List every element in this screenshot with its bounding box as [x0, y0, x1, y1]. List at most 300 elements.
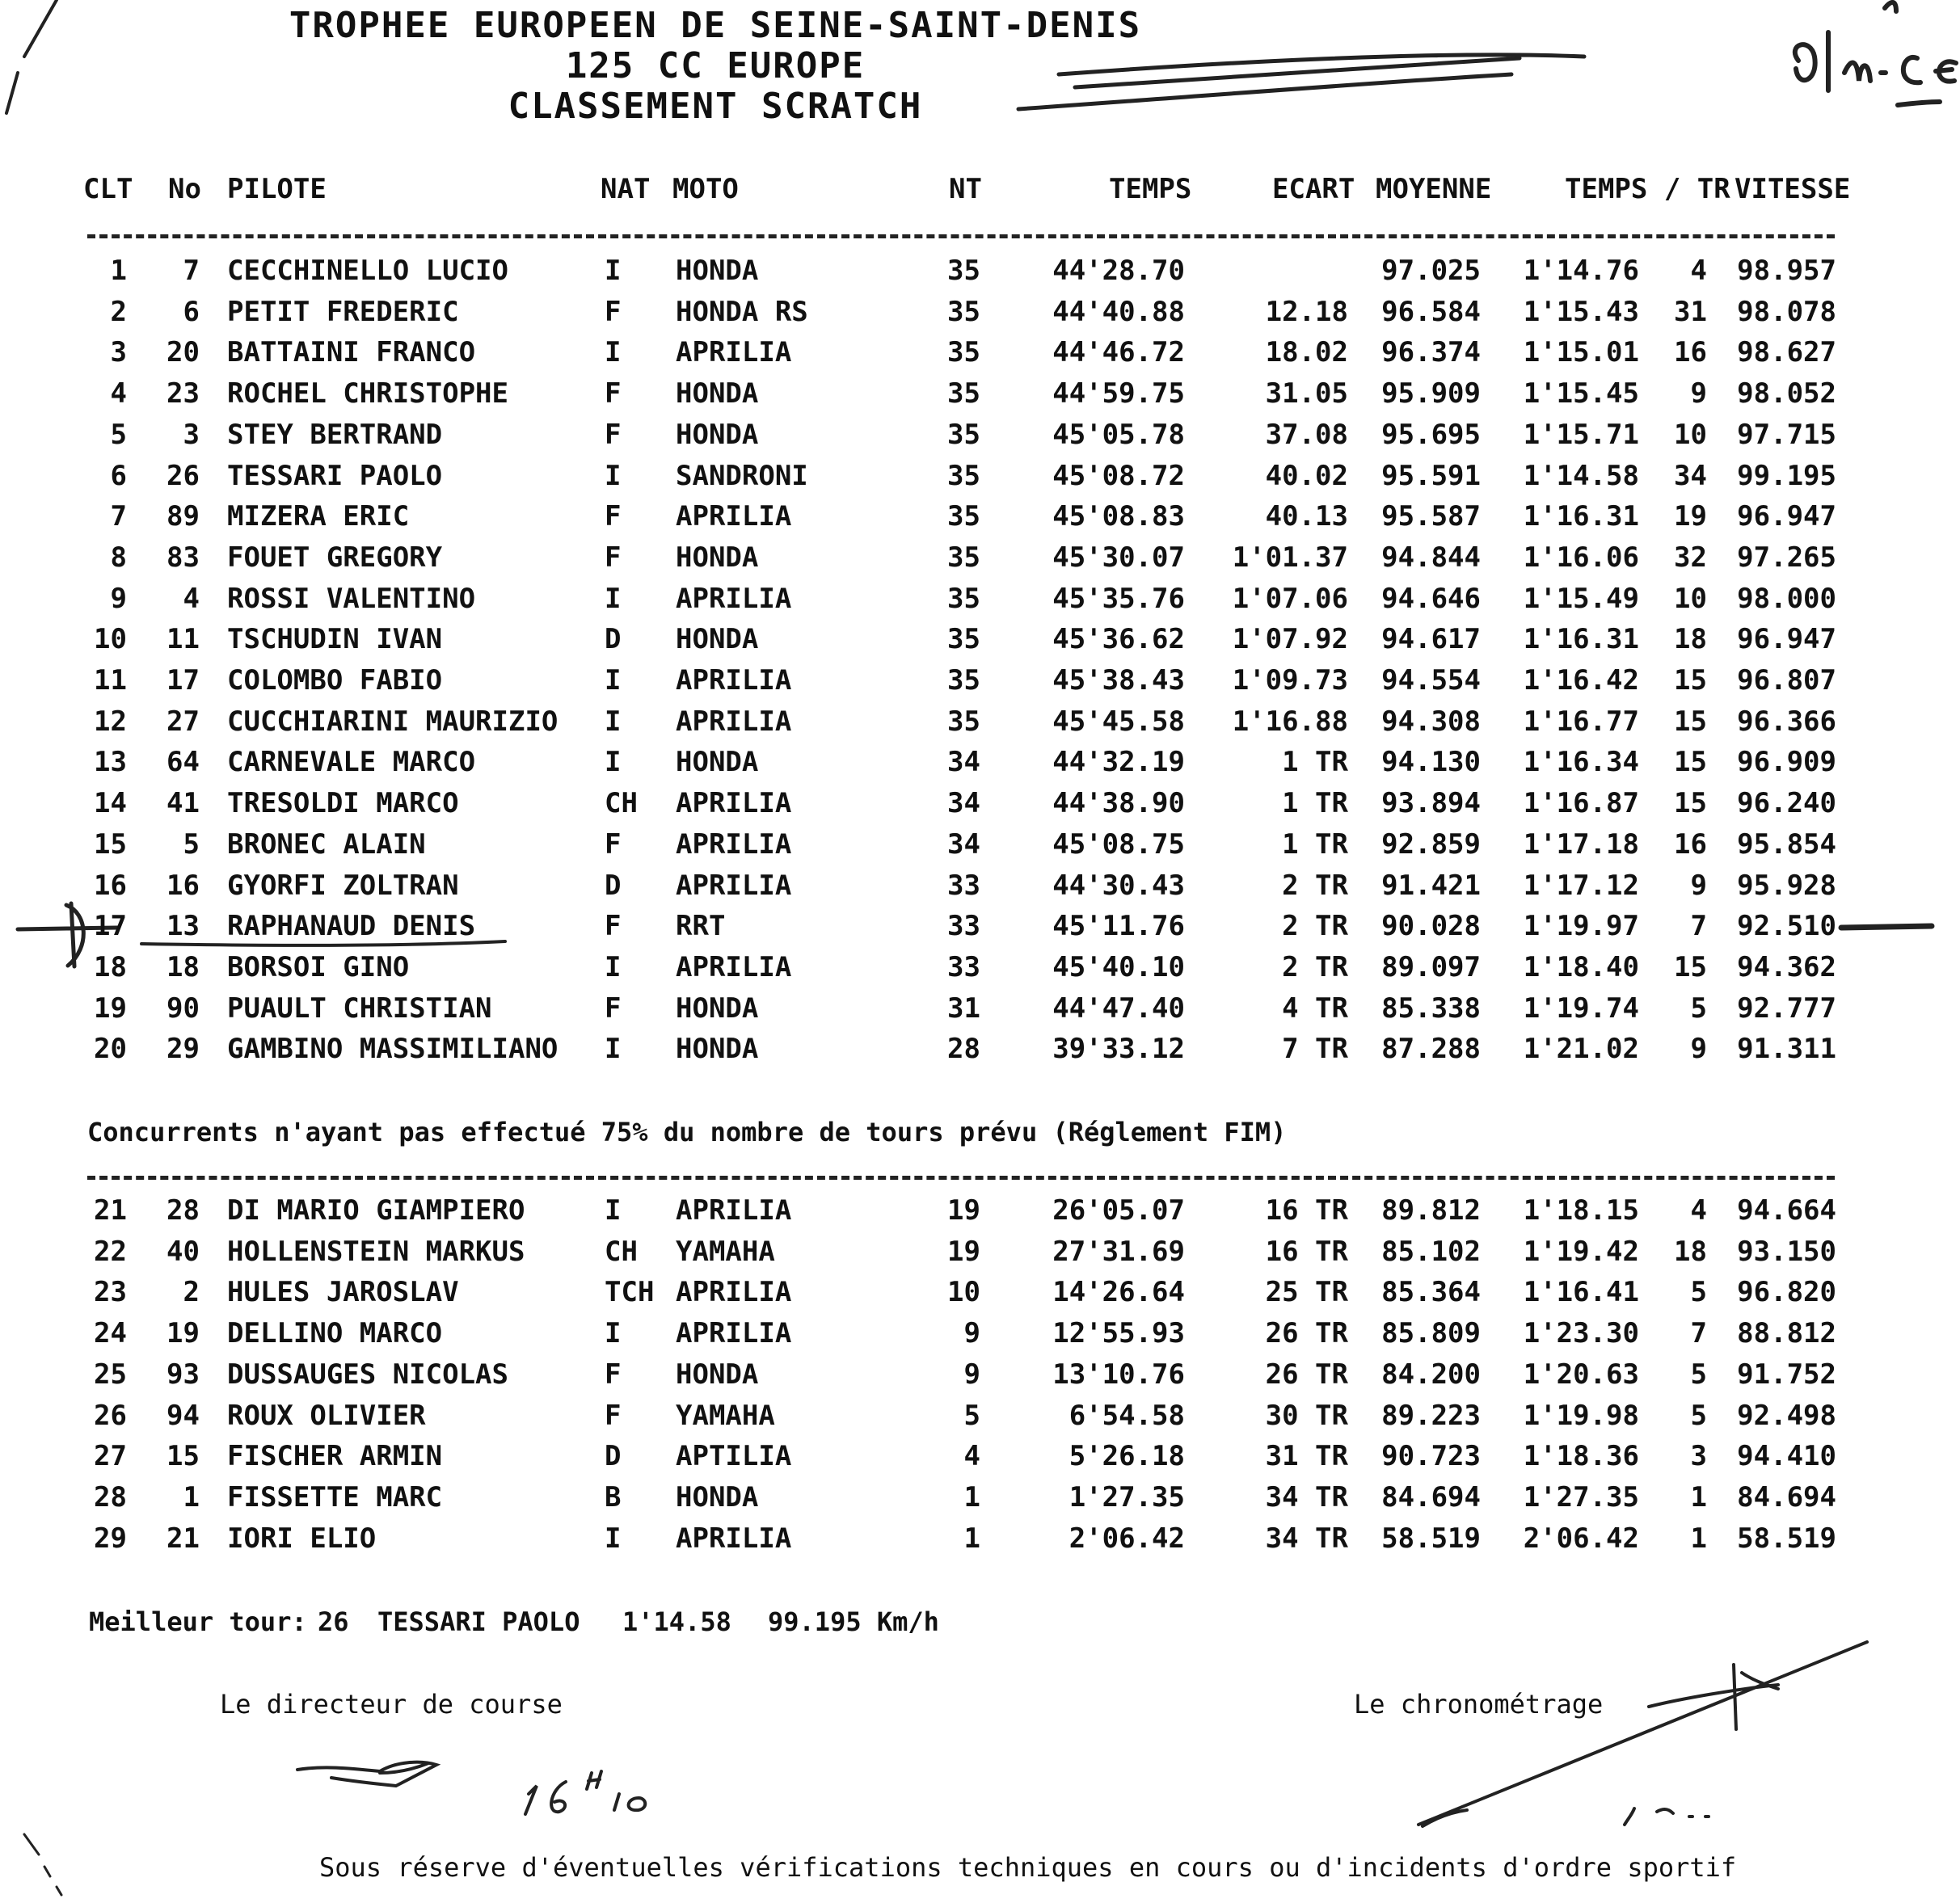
cell-clt: 27	[94, 1440, 127, 1473]
table-row	[0, 992, 1960, 1033]
cell-clt: 5	[110, 418, 127, 451]
cell-clt: 14	[94, 787, 127, 820]
cell-clt: 16	[94, 869, 127, 902]
best-lap-speed: 99.195 Km/h	[768, 1606, 939, 1637]
cell-pilote: TSCHUDIN IVAN	[227, 623, 443, 656]
col-header-ecart: ECART	[1272, 173, 1355, 205]
cell-nat: F	[605, 500, 622, 533]
cell-temps: 13'10.76	[1052, 1358, 1185, 1391]
cell-nat: I	[605, 1033, 622, 1066]
cell-clt: 29	[94, 1522, 127, 1555]
cell-ecart: 26 TR	[1265, 1358, 1348, 1391]
cell-tr: 15	[1674, 746, 1707, 779]
cell-no: 21	[166, 1522, 200, 1555]
cell-no: 29	[166, 1033, 200, 1066]
cell-pilote: BATTAINI FRANCO	[227, 336, 476, 369]
cell-tour: 1'16.77	[1523, 705, 1639, 738]
cell-tr: 5	[1690, 1358, 1707, 1391]
cell-moto: YAMAHA	[676, 1235, 775, 1268]
cell-nat: I	[605, 705, 622, 738]
cell-moto: APRILIA	[676, 500, 792, 533]
cell-no: 1	[183, 1480, 200, 1514]
cell-moto: HONDA	[676, 746, 759, 779]
cell-nt: 4	[963, 1440, 980, 1473]
cell-moyenne: 95.591	[1381, 459, 1481, 492]
cell-no: 93	[166, 1358, 200, 1391]
cell-tour: 1'19.74	[1523, 991, 1639, 1025]
cell-pilote: FOUET GREGORY	[227, 541, 443, 574]
cell-clt: 13	[94, 746, 127, 779]
cell-ecart: 2 TR	[1282, 950, 1348, 983]
cell-vitesse: 96.807	[1737, 664, 1836, 697]
cell-temps: 44'40.88	[1052, 295, 1185, 328]
col-header-moyenne: MOYENNE	[1376, 173, 1492, 205]
cell-tour: 1'20.63	[1523, 1358, 1639, 1391]
cell-temps: 44'47.40	[1052, 991, 1185, 1025]
cell-nt: 9	[963, 1317, 980, 1350]
cell-pilote: ROCHEL CHRISTOPHE	[227, 377, 508, 410]
cell-nt: 35	[947, 336, 980, 369]
cell-pilote: RAPHANAUD DENIS	[227, 910, 476, 943]
cell-ecart: 1'09.73	[1232, 664, 1348, 697]
cell-moto: APRILIA	[676, 1522, 792, 1555]
cell-tr: 4	[1690, 1194, 1707, 1227]
cell-nt: 35	[947, 541, 980, 574]
cell-moyenne: 94.554	[1381, 664, 1481, 697]
best-lap-time: 1'14.58	[622, 1606, 731, 1637]
cell-nat: I	[605, 1522, 622, 1555]
cell-ecart: 34 TR	[1265, 1480, 1348, 1514]
cell-no: 15	[166, 1440, 200, 1473]
cell-vitesse: 95.928	[1737, 869, 1836, 902]
corner-slash	[6, 0, 57, 113]
cell-tour: 1'27.35	[1523, 1480, 1639, 1514]
cell-moyenne: 94.130	[1381, 746, 1481, 779]
cell-moyenne: 85.338	[1381, 991, 1481, 1025]
cell-vitesse: 94.410	[1737, 1440, 1836, 1473]
cell-pilote: CUCCHIARINI MAURIZIO	[227, 705, 558, 738]
table-row	[0, 705, 1960, 746]
cell-vitesse: 97.265	[1737, 541, 1836, 574]
best-lap-rider: TESSARI PAOLO	[377, 1606, 580, 1637]
cell-temps: 2'06.42	[1069, 1522, 1185, 1555]
cell-ecart: 1'01.37	[1232, 541, 1348, 574]
col-header-moto: MOTO	[672, 173, 739, 205]
cell-nat: F	[605, 827, 622, 861]
cell-nt: 35	[947, 377, 980, 410]
cell-tr: 32	[1674, 541, 1707, 574]
cell-tr: 18	[1674, 623, 1707, 656]
cell-temps: 44'46.72	[1052, 336, 1185, 369]
cell-nt: 1	[963, 1522, 980, 1555]
cell-tr: 18	[1674, 1235, 1707, 1268]
cell-tour: 1'18.15	[1523, 1194, 1639, 1227]
cell-pilote: MIZERA ERIC	[227, 500, 410, 533]
cell-nat: F	[605, 1358, 622, 1391]
cell-no: 23	[166, 377, 200, 410]
cell-temps: 45'38.43	[1052, 664, 1185, 697]
cell-moto: YAMAHA	[676, 1399, 775, 1432]
cell-temps: 45'08.75	[1052, 827, 1185, 861]
cell-moto: APRILIA	[676, 869, 792, 902]
cell-vitesse: 96.947	[1737, 623, 1836, 656]
cell-pilote: TRESOLDI MARCO	[227, 787, 459, 820]
section-note: Concurrents n'ayant pas effectué 75% du nombre de tours prévu (Réglement FIM)	[87, 1117, 1287, 1147]
cell-no: 11	[166, 623, 200, 656]
cell-tour: 1'23.30	[1523, 1317, 1639, 1350]
cell-clt: 19	[94, 991, 127, 1025]
cell-clt: 6	[110, 459, 127, 492]
cell-clt: 23	[94, 1276, 127, 1309]
cell-nat: I	[605, 1194, 622, 1227]
cell-pilote: BORSOI GINO	[227, 950, 410, 983]
cell-moto: HONDA	[676, 255, 759, 287]
cell-nt: 35	[947, 295, 980, 328]
table-row	[0, 255, 1960, 295]
cell-tour: 1'17.12	[1523, 869, 1639, 902]
cell-tour: 1'19.98	[1523, 1399, 1639, 1432]
cell-nt: 35	[947, 255, 980, 287]
cell-temps: 1'27.35	[1069, 1480, 1185, 1514]
cell-no: 17	[166, 664, 200, 697]
cell-tr: 34	[1674, 459, 1707, 492]
cell-moto: APRILIA	[676, 1317, 792, 1350]
cell-ecart: 40.02	[1265, 459, 1348, 492]
cell-nt: 31	[947, 991, 980, 1025]
cell-vitesse: 98.078	[1737, 295, 1836, 328]
cell-moyenne: 85.809	[1381, 1317, 1481, 1350]
table-row	[0, 1481, 1960, 1522]
cell-tour: 1'16.31	[1523, 500, 1639, 533]
cell-nat: D	[605, 869, 622, 902]
table-row	[0, 296, 1960, 336]
cell-tour: 1'16.31	[1523, 623, 1639, 656]
cell-moyenne: 92.859	[1381, 827, 1481, 861]
cell-no: 3	[183, 418, 200, 451]
cell-ecart: 7 TR	[1282, 1033, 1348, 1066]
cell-vitesse: 93.150	[1737, 1235, 1836, 1268]
cell-tour: 1'18.40	[1523, 950, 1639, 983]
cell-ecart: 31 TR	[1265, 1440, 1348, 1473]
cell-clt: 10	[94, 623, 127, 656]
cell-nt: 35	[947, 459, 980, 492]
cell-ecart: 40.13	[1265, 500, 1348, 533]
cell-clt: 4	[110, 377, 127, 410]
cell-temps: 39'33.12	[1052, 1033, 1185, 1066]
cell-tr: 15	[1674, 787, 1707, 820]
cell-tour: 1'15.01	[1523, 336, 1639, 369]
chrono-signature	[1418, 1642, 1867, 1826]
cell-tr: 9	[1690, 377, 1707, 410]
cell-moyenne: 95.587	[1381, 500, 1481, 533]
cell-tr: 5	[1690, 1276, 1707, 1309]
cell-tr: 19	[1674, 500, 1707, 533]
cell-no: 20	[166, 336, 200, 369]
table-row	[0, 1194, 1960, 1235]
cell-vitesse: 91.311	[1737, 1033, 1836, 1066]
cell-moyenne: 94.308	[1381, 705, 1481, 738]
cell-clt: 18	[94, 950, 127, 983]
cell-tour: 1'15.71	[1523, 418, 1639, 451]
cell-moyenne: 87.288	[1381, 1033, 1481, 1066]
title-strikethrough	[1018, 55, 1584, 109]
cell-tour: 1'15.43	[1523, 295, 1639, 328]
cell-vitesse: 92.777	[1737, 991, 1836, 1025]
table-row	[0, 910, 1960, 950]
cell-nat: CH	[605, 1235, 638, 1268]
cell-pilote: FISCHER ARMIN	[227, 1440, 443, 1473]
cell-ecart: 31.05	[1265, 377, 1348, 410]
cell-nat: I	[605, 746, 622, 779]
cell-vitesse: 98.052	[1737, 377, 1836, 410]
cell-nat: D	[605, 623, 622, 656]
cell-no: 64	[166, 746, 200, 779]
cell-temps: 45'30.07	[1052, 541, 1185, 574]
cell-no: 26	[166, 459, 200, 492]
cell-ecart: 4 TR	[1282, 991, 1348, 1025]
cell-pilote: FISSETTE MARC	[227, 1480, 443, 1514]
table-row	[0, 336, 1960, 377]
cell-moto: APRILIA	[676, 582, 792, 615]
cell-moto: APRILIA	[676, 827, 792, 861]
cell-ecart: 1 TR	[1282, 787, 1348, 820]
cell-tour: 1'18.36	[1523, 1440, 1639, 1473]
cell-moyenne: 89.097	[1381, 950, 1481, 983]
cell-clt: 25	[94, 1358, 127, 1391]
cell-ecart: 1'07.92	[1232, 623, 1348, 656]
table-row	[0, 419, 1960, 459]
header-divider	[87, 234, 1835, 238]
cell-nat: I	[605, 950, 622, 983]
cell-tr: 7	[1690, 910, 1707, 943]
cell-nat: I	[605, 664, 622, 697]
cell-vitesse: 95.854	[1737, 827, 1836, 861]
cell-temps: 44'28.70	[1052, 255, 1185, 287]
cell-nt: 33	[947, 869, 980, 902]
handwritten-time	[517, 1754, 695, 1818]
cell-moto: RRT	[676, 910, 726, 943]
cell-moyenne: 90.723	[1381, 1440, 1481, 1473]
cell-nat: I	[605, 459, 622, 492]
cell-moyenne: 95.695	[1381, 418, 1481, 451]
cell-moto: HONDA	[676, 1033, 759, 1066]
table-row	[0, 1317, 1960, 1358]
cell-vitesse: 96.909	[1737, 746, 1836, 779]
cell-nt: 34	[947, 827, 980, 861]
cell-clt: 22	[94, 1235, 127, 1268]
cell-vitesse: 98.957	[1737, 255, 1836, 287]
cell-no: 19	[166, 1317, 200, 1350]
cell-nt: 19	[947, 1235, 980, 1268]
cell-moyenne: 94.617	[1381, 623, 1481, 656]
cell-vitesse: 94.362	[1737, 950, 1836, 983]
cell-tr: 1	[1690, 1522, 1707, 1555]
cell-moyenne: 97.025	[1381, 255, 1481, 287]
cell-vitesse: 96.240	[1737, 787, 1836, 820]
cell-nat: I	[605, 255, 622, 287]
table-row	[0, 1400, 1960, 1440]
cell-pilote: BRONEC ALAIN	[227, 827, 426, 861]
cell-nt: 35	[947, 500, 980, 533]
cell-pilote: COLOMBO FABIO	[227, 664, 443, 697]
cell-no: 28	[166, 1194, 200, 1227]
table-row	[0, 583, 1960, 623]
cell-tour: 1'17.18	[1523, 827, 1639, 861]
cell-ecart: 1'16.88	[1232, 705, 1348, 738]
cell-ecart: 1'07.06	[1232, 582, 1348, 615]
table-row	[0, 460, 1960, 500]
cell-tr: 31	[1674, 295, 1707, 328]
director-signature	[297, 1762, 436, 1786]
cell-moyenne: 91.421	[1381, 869, 1481, 902]
cell-temps: 45'45.58	[1052, 705, 1185, 738]
cell-moto: APRILIA	[676, 664, 792, 697]
cell-nat: F	[605, 991, 622, 1025]
corner-handwriting	[1795, 2, 1956, 105]
cell-ecart: 2 TR	[1282, 910, 1348, 943]
cell-pilote: GAMBINO MASSIMILIANO	[227, 1033, 558, 1066]
cell-temps: 44'59.75	[1052, 377, 1185, 410]
cell-moyenne: 96.374	[1381, 336, 1481, 369]
table-row	[0, 1033, 1960, 1073]
table-row	[0, 1440, 1960, 1480]
cell-vitesse: 97.715	[1737, 418, 1836, 451]
cell-nat: F	[605, 910, 622, 943]
cell-moyenne: 84.200	[1381, 1358, 1481, 1391]
col-header-nat: NAT	[601, 173, 651, 205]
cell-clt: 7	[110, 500, 127, 533]
cell-temps: 27'31.69	[1052, 1235, 1185, 1268]
cell-temps: 26'05.07	[1052, 1194, 1185, 1227]
cell-pilote: CECCHINELLO LUCIO	[227, 255, 508, 287]
cell-no: 2	[183, 1276, 200, 1309]
cell-vitesse: 99.195	[1737, 459, 1836, 492]
cell-tour: 1'16.34	[1523, 746, 1639, 779]
cell-ecart: 12.18	[1265, 295, 1348, 328]
cell-moto: HONDA	[676, 1480, 759, 1514]
cell-vitesse: 91.752	[1737, 1358, 1836, 1391]
cell-clt: 21	[94, 1194, 127, 1227]
cell-tr: 9	[1690, 869, 1707, 902]
cell-moyenne: 96.584	[1381, 295, 1481, 328]
cell-nt: 35	[947, 582, 980, 615]
cell-no: 18	[166, 950, 200, 983]
table-row	[0, 1236, 1960, 1276]
cell-no: 4	[183, 582, 200, 615]
cell-pilote: DUSSAUGES NICOLAS	[227, 1358, 508, 1391]
cell-tr: 5	[1690, 1399, 1707, 1432]
cell-pilote: CARNEVALE MARCO	[227, 746, 476, 779]
cell-tour: 1'14.76	[1523, 255, 1639, 287]
cell-moyenne: 93.894	[1381, 787, 1481, 820]
cell-tour: 1'16.42	[1523, 664, 1639, 697]
cell-nt: 35	[947, 623, 980, 656]
cell-pilote: TESSARI PAOLO	[227, 459, 443, 492]
cell-clt: 24	[94, 1317, 127, 1350]
cell-vitesse: 98.000	[1737, 582, 1836, 615]
cell-ecart: 34 TR	[1265, 1522, 1348, 1555]
cell-moto: APRILIA	[676, 950, 792, 983]
cell-clt: 28	[94, 1480, 127, 1514]
cell-temps: 45'40.10	[1052, 950, 1185, 983]
cell-clt: 12	[94, 705, 127, 738]
cell-tr: 10	[1674, 582, 1707, 615]
cell-moto: HONDA	[676, 541, 759, 574]
cell-nt: 35	[947, 418, 980, 451]
table-row	[0, 951, 1960, 991]
cell-moyenne: 89.812	[1381, 1194, 1481, 1227]
cell-temps: 45'35.76	[1052, 582, 1185, 615]
cell-vitesse: 88.812	[1737, 1317, 1836, 1350]
cell-tour: 1'16.06	[1523, 541, 1639, 574]
col-header-temps: TEMPS	[1109, 173, 1192, 205]
section-divider	[87, 1176, 1835, 1180]
table-row	[0, 828, 1960, 869]
col-header-temps-tr: TEMPS / TR	[1565, 173, 1730, 205]
cell-moto: SANDRONI	[676, 459, 808, 492]
director-label: Le directeur de course	[220, 1689, 563, 1720]
cell-clt: 17	[94, 910, 127, 943]
table-row	[0, 869, 1960, 910]
cell-ecart: 30 TR	[1265, 1399, 1348, 1432]
cell-nat: I	[605, 336, 622, 369]
cell-tour: 2'06.42	[1523, 1522, 1639, 1555]
cell-ecart: 2 TR	[1282, 869, 1348, 902]
cell-moto: APRILIA	[676, 787, 792, 820]
cell-pilote: ROSSI VALENTINO	[227, 582, 476, 615]
cell-moto: HONDA	[676, 1358, 759, 1391]
cell-no: 7	[183, 255, 200, 287]
table-row	[0, 377, 1960, 418]
cell-pilote: ROUX OLIVIER	[227, 1399, 426, 1432]
cell-nt: 33	[947, 950, 980, 983]
cell-moyenne: 95.909	[1381, 377, 1481, 410]
cell-tr: 10	[1674, 418, 1707, 451]
table-row	[0, 746, 1960, 786]
cell-vitesse: 94.664	[1737, 1194, 1836, 1227]
cell-nat: B	[605, 1480, 622, 1514]
cell-tour: 1'19.97	[1523, 910, 1639, 943]
col-header-no: No	[168, 173, 201, 205]
cell-tr: 7	[1690, 1317, 1707, 1350]
cell-tour: 1'19.42	[1523, 1235, 1639, 1268]
cell-tour: 1'15.45	[1523, 377, 1639, 410]
cell-tr: 1	[1690, 1480, 1707, 1514]
table-row	[0, 1358, 1960, 1399]
cell-no: 16	[166, 869, 200, 902]
cell-no: 40	[166, 1235, 200, 1268]
cell-pilote: GYORFI ZOLTRAN	[227, 869, 459, 902]
timing-label: Le chronométrage	[1354, 1689, 1604, 1720]
cell-temps: 12'55.93	[1052, 1317, 1185, 1350]
col-header-clt: CLT	[83, 173, 133, 205]
cell-moto: APRILIA	[676, 705, 792, 738]
best-lap-label: Meilleur tour:	[89, 1606, 307, 1637]
cell-moto: HONDA	[676, 377, 759, 410]
cell-tr: 9	[1690, 1033, 1707, 1066]
cell-tr: 15	[1674, 950, 1707, 983]
cell-vitesse: 92.510	[1737, 910, 1836, 943]
cell-temps: 44'32.19	[1052, 746, 1185, 779]
cell-no: 6	[183, 295, 200, 328]
cell-nat: F	[605, 541, 622, 574]
cell-moto: APRILIA	[676, 1194, 792, 1227]
cell-nt: 35	[947, 664, 980, 697]
cell-nt: 28	[947, 1033, 980, 1066]
table-row	[0, 1522, 1960, 1563]
cell-no: 5	[183, 827, 200, 861]
cell-temps: 6'54.58	[1069, 1399, 1185, 1432]
